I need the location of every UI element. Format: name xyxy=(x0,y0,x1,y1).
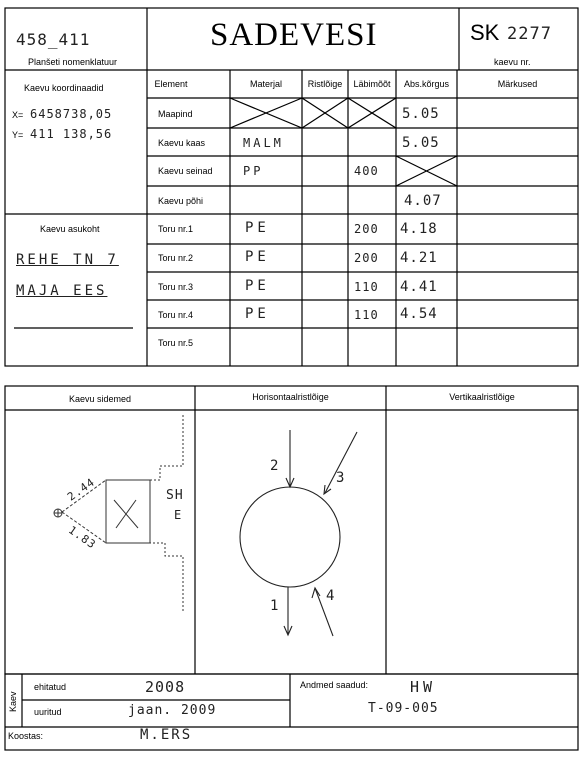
col-notes: Märkused xyxy=(497,79,538,89)
section-horizontal: Horisontaalristlõige xyxy=(252,392,329,402)
section-vertical: Vertikaalristlõige xyxy=(449,392,515,402)
row-diameter: 200 xyxy=(354,222,379,236)
row-height: 5.05 xyxy=(402,135,440,151)
page-title: SADEVESI xyxy=(210,17,378,53)
row-element: Kaevu põhi xyxy=(158,196,204,206)
row-material: PE xyxy=(245,278,270,294)
sketch-building2: E xyxy=(174,508,183,522)
y-label: Y= xyxy=(12,130,24,140)
built-label: ehitatud xyxy=(34,682,67,692)
pipe-label: 2 xyxy=(270,458,280,474)
row-material: PE xyxy=(245,306,270,322)
row-height: 4.18 xyxy=(400,221,438,237)
pipe-label: 4 xyxy=(326,588,336,604)
data-source-value: HW xyxy=(410,678,437,696)
row-height: 4.07 xyxy=(404,193,442,209)
location-label: Kaevu asukoht xyxy=(40,224,100,234)
coords-label: Kaevu koordinaadid xyxy=(24,83,104,93)
footer-side-label: Kaev xyxy=(8,691,18,712)
pipe-label: 1 xyxy=(270,598,280,614)
well-prefix: SK xyxy=(470,20,500,45)
row-element: Toru nr.5 xyxy=(158,338,194,348)
author-label: Koostas: xyxy=(8,731,44,741)
row-element: Toru nr.1 xyxy=(158,224,194,234)
built-value: 2008 xyxy=(145,678,186,696)
well-number: 2277 xyxy=(507,24,552,44)
col-diameter: Läbimõõt xyxy=(353,79,391,89)
row-height: 5.05 xyxy=(402,106,440,122)
sketch-dist1: 2.44 xyxy=(65,475,98,504)
col-material: Materjal xyxy=(249,79,282,89)
row-material: MALM xyxy=(243,136,284,150)
location-line1: REHE TN 7 xyxy=(16,252,119,268)
row-height: 4.21 xyxy=(400,250,438,266)
plansheet-number: 458_411 xyxy=(16,30,91,49)
plansheet-label: Planšeti nomenklatuur xyxy=(28,57,118,67)
surveyed-label: uuritud xyxy=(34,707,62,717)
section-connections: Kaevu sidemed xyxy=(68,394,132,404)
sketch-building: SH xyxy=(166,488,184,503)
row-element: Kaevu kaas xyxy=(158,138,206,148)
col-element: Element xyxy=(154,79,188,89)
row-diameter: 110 xyxy=(354,280,379,294)
x-value: 6458738,05 xyxy=(30,107,113,121)
row-material: PP xyxy=(243,164,264,178)
row-height: 4.54 xyxy=(400,306,438,322)
y-value: 411 138,56 xyxy=(30,127,113,141)
data-source-ref: T-09-005 xyxy=(368,701,439,716)
row-diameter: 200 xyxy=(354,251,379,265)
location-line2: MAJA EES xyxy=(16,283,108,299)
row-element: Toru nr.3 xyxy=(158,282,194,292)
row-height: 4.41 xyxy=(400,279,438,295)
row-element: Toru nr.2 xyxy=(158,253,194,263)
x-label: X= xyxy=(12,110,24,120)
sketch-dist2: 1.83 xyxy=(66,523,99,552)
surveyed-value: jaan. 2009 xyxy=(128,703,217,718)
well-label: kaevu nr. xyxy=(494,57,531,67)
row-material: PE xyxy=(245,249,270,265)
pipe-label: 3 xyxy=(336,470,346,486)
col-cross: Ristlõige xyxy=(307,79,343,89)
row-element: Kaevu seinad xyxy=(158,166,213,176)
author-value: M.ERS xyxy=(140,727,193,743)
row-diameter: 110 xyxy=(354,308,379,322)
row-element: Maapind xyxy=(158,109,193,119)
row-material: PE xyxy=(245,220,270,236)
row-diameter: 400 xyxy=(354,164,379,178)
row-element: Toru nr.4 xyxy=(158,310,194,320)
data-source-label: Andmed saadud: xyxy=(300,680,369,690)
col-height: Abs.kõrgus xyxy=(403,79,450,89)
